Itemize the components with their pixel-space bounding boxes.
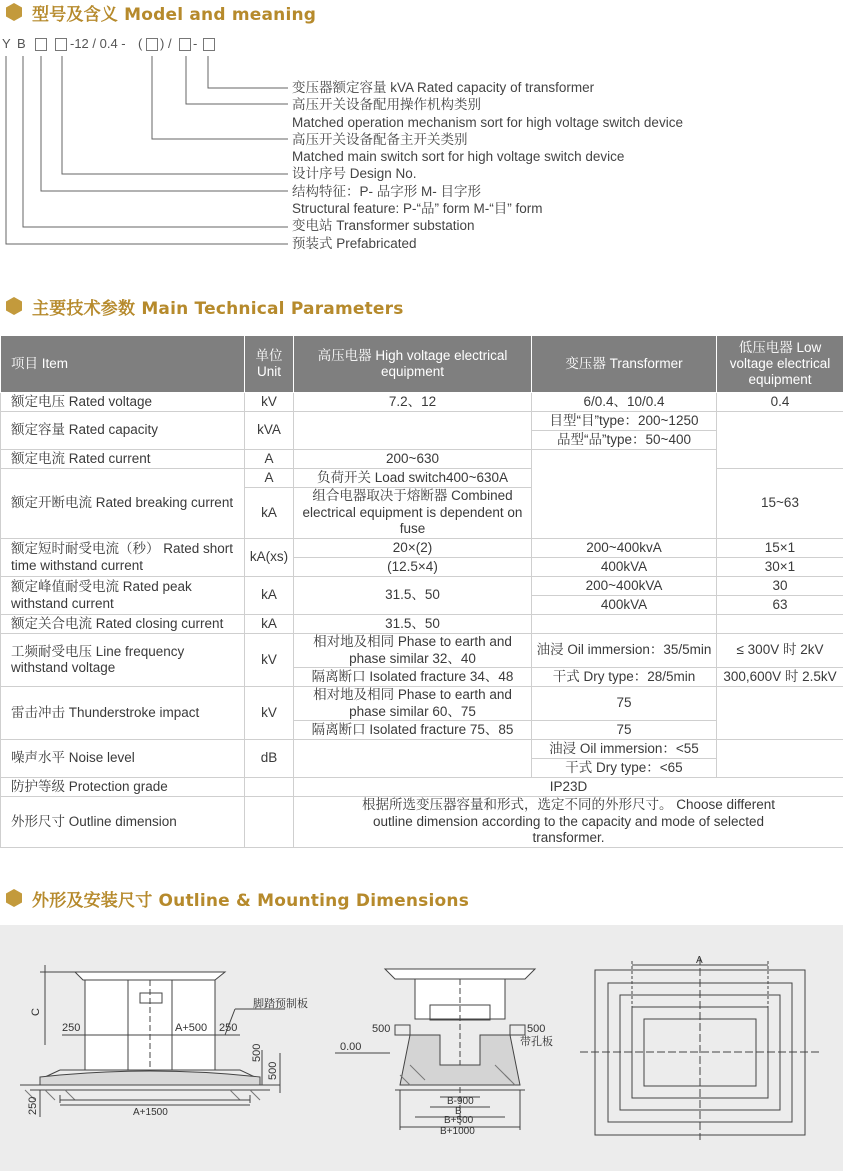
section-title-parameters [0, 294, 404, 318]
model-meaning-list [292, 79, 683, 252]
table-row [1, 577, 843, 596]
cell-tr: 6/0.4、10/0.4 [532, 393, 717, 412]
cell-unit: kV [245, 634, 294, 687]
cell-item: 额定容量 Rated capacity [1, 412, 245, 450]
cell-tr [532, 615, 717, 634]
code-paren: ( [138, 36, 143, 51]
label-hole-plate: 带孔板 [520, 1036, 553, 1048]
section-title-text: 主要技术参数 Main Technical Parameters [32, 298, 404, 319]
cell-hv: 31.5、50 [294, 577, 532, 615]
table-row [1, 778, 843, 797]
dim-b: B [455, 1106, 462, 1117]
cell-hv: 隔离断口 Isolated fracture 34、48 [294, 668, 532, 687]
meaning-item: 结构特征：P- 品字形 M- 目字形 [292, 183, 481, 199]
outline-drawing-area [0, 925, 843, 1171]
cell-unit: kA(xs) [245, 539, 294, 577]
dim-a-plus-500: A+500 [175, 1022, 208, 1034]
header-unit: 单位 Unit [245, 336, 294, 393]
hexagon-icon [6, 889, 22, 907]
dim-b-minus-900: B-900 [447, 1096, 474, 1107]
meaning-item: 高压开关设备配用操作机构类别 [292, 97, 481, 113]
cell-unit: A [245, 469, 294, 488]
cell-tr: 油浸 Oil immersion：35/5min [532, 634, 717, 668]
meaning-item: 设计序号 Design No. [292, 166, 417, 182]
dim-a-plus-1500: A+1500 [133, 1107, 168, 1118]
front-elevation [20, 965, 285, 1117]
cell-hv: 20×(2) [294, 539, 532, 558]
cell-unit: kA [245, 488, 294, 539]
dim-500-left: 500 [372, 1023, 391, 1035]
cell-lv [717, 687, 843, 740]
table-row [1, 687, 843, 721]
cell-tr: 200~400kvA [532, 539, 717, 558]
table-row [1, 539, 843, 558]
cell-hv: 相对地及相同 Phase to earth and phase similar 60、75 [294, 687, 532, 721]
cell-item: 外形尺寸 Outline dimension [1, 797, 245, 848]
cell-hv: 200~630 [294, 450, 532, 469]
cell-tr: 400kVA [532, 558, 717, 577]
cell-lv: 15×1 [717, 539, 843, 558]
cell-tr: 品型“品”type：50~400 [532, 431, 717, 450]
dim-500-a: 500 [251, 1043, 263, 1062]
cell-hv: 31.5、50 [294, 615, 532, 634]
cell-item: 额定短时耐受电流（秒） Rated short time withstand current [1, 539, 245, 577]
cell-lv: 63 [717, 596, 843, 615]
cell-item: 额定电流 Rated current [1, 450, 245, 469]
header-lv: 低压电器 Low voltage electrical equipment [717, 336, 843, 393]
cell-hv: (12.5×4) [294, 558, 532, 577]
cell-unit: kV [245, 393, 294, 412]
dim-500-right: 500 [527, 1023, 546, 1035]
section-title-text: 型号及含义 Model and meaning [32, 4, 317, 25]
dim-c: C [30, 1008, 42, 1016]
model-leader-lines [0, 0, 300, 260]
cell-unit: dB [245, 740, 294, 778]
cell-tr [532, 450, 717, 539]
plan-view [580, 957, 820, 1140]
cell-lv: 30×1 [717, 558, 843, 577]
code-suffix: -12 / 0.4 - [70, 36, 126, 51]
header-item: 项目 Item [1, 336, 245, 393]
cell-tr: 干式 Dry type：28/5min [532, 668, 717, 687]
code-separator: / [168, 36, 172, 51]
table-row [1, 412, 843, 431]
table-row [1, 797, 843, 848]
dim-250-right: 250 [219, 1022, 238, 1034]
cell-item: 工频耐受电压 Line frequency withstand voltage [1, 634, 245, 687]
header-hv: 高压电器 High voltage electrical equipment [294, 336, 532, 393]
section-title-text: 外形及安装尺寸 Outline & Mounting Dimensions [32, 890, 470, 911]
cell-value: 根据所选变压器容量和形式，选定不同的外形尺寸。 Choose different outline dimension according to the capacity and mode of selected transformer. [294, 797, 843, 848]
table-header-row [1, 336, 843, 393]
cell-hv: 负荷开关 Load switch400~630A [294, 469, 532, 488]
cell-hv [294, 740, 532, 778]
meaning-item: Matched main switch sort for high voltage switch device [292, 149, 625, 165]
dim-b-plus-500: B+500 [444, 1115, 474, 1126]
table-row [1, 740, 843, 759]
dim-250-left: 250 [62, 1022, 81, 1034]
cell-lv: 15~63 [717, 469, 843, 539]
cell-hv: 组合电器取决于熔断器 Combined electrical equipment is dependent on fuse [294, 488, 532, 539]
meaning-item: Matched operation mechanism sort for high voltage switch device [292, 114, 683, 130]
cell-unit: kA [245, 615, 294, 634]
table-row [1, 393, 843, 412]
cell-unit [245, 797, 294, 848]
code-paren: ) [160, 36, 165, 51]
table-row [1, 634, 843, 668]
dim-a: A [696, 955, 703, 966]
section-title-dimensions [0, 886, 469, 910]
cell-unit [245, 778, 294, 797]
level-0: 0.00 [340, 1041, 362, 1053]
header-transformer: 变压器 Transformer [532, 336, 717, 393]
label-step-plate: 脚踏预制板 [253, 998, 308, 1010]
meaning-item: 变电站 Transformer substation [292, 218, 475, 234]
cell-item: 额定开断电流 Rated breaking current [1, 469, 245, 539]
dim-250-bottom: 250 [27, 1096, 39, 1115]
dim-b-plus-1000: B+1000 [440, 1126, 475, 1137]
cell-tr: 75 [532, 721, 717, 740]
cell-unit: kV [245, 687, 294, 740]
meaning-item: 高压开关设备配备主开关类别 [292, 131, 468, 147]
code-letter-y: Y [2, 36, 11, 51]
cell-lv: 0.4 [717, 393, 843, 412]
cell-tr: 400kVA [532, 596, 717, 615]
cell-lv [717, 412, 843, 469]
parameters-table [0, 335, 843, 848]
cell-value: IP23D [294, 778, 843, 797]
cell-tr: 干式 Dry type：<65 [532, 759, 717, 778]
meaning-item: Structural feature: P-“品” form M-“目” form [292, 201, 543, 217]
dim-500-b: 500 [267, 1061, 279, 1080]
hexagon-icon [6, 297, 22, 315]
cell-lv [717, 615, 843, 634]
cell-unit: kA [245, 577, 294, 615]
code-dash: - [193, 36, 198, 51]
cell-unit: A [245, 450, 294, 469]
cell-tr: 目型“目”type：200~1250 [532, 412, 717, 431]
cell-hv [294, 412, 532, 450]
cell-unit: kVA [245, 412, 294, 450]
outline-drawing [0, 925, 843, 1171]
table-row [1, 615, 843, 634]
cell-tr: 75 [532, 687, 717, 721]
code-letter-b: B [17, 36, 26, 51]
cell-lv: 30 [717, 577, 843, 596]
cell-item: 噪声水平 Noise level [1, 740, 245, 778]
cell-item: 雷击冲击 Thunderstroke impact [1, 687, 245, 740]
meaning-item: 预装式 Prefabricated [292, 235, 417, 251]
cell-hv: 7.2、12 [294, 393, 532, 412]
cell-tr: 油浸 Oil immersion：<55 [532, 740, 717, 759]
table-row [1, 469, 843, 488]
cell-lv: ≤ 300V 时 2kV [717, 634, 843, 668]
cell-item: 防护等级 Protection grade [1, 778, 245, 797]
cell-item: 额定峰值耐受电流 Rated peak withstand current [1, 577, 245, 615]
cell-hv: 隔离断口 Isolated fracture 75、85 [294, 721, 532, 740]
cell-hv: 相对地及相同 Phase to earth and phase similar 32、40 [294, 634, 532, 668]
cell-item: 额定关合电流 Rated closing current [1, 615, 245, 634]
cell-lv [717, 740, 843, 778]
meaning-item: 变压器额定容量 kVA Rated capacity of transformer [292, 80, 595, 95]
cell-item: 额定电压 Rated voltage [1, 393, 245, 412]
cell-lv: 300,600V 时 2.5kV [717, 668, 843, 687]
cell-tr: 200~400kVA [532, 577, 717, 596]
